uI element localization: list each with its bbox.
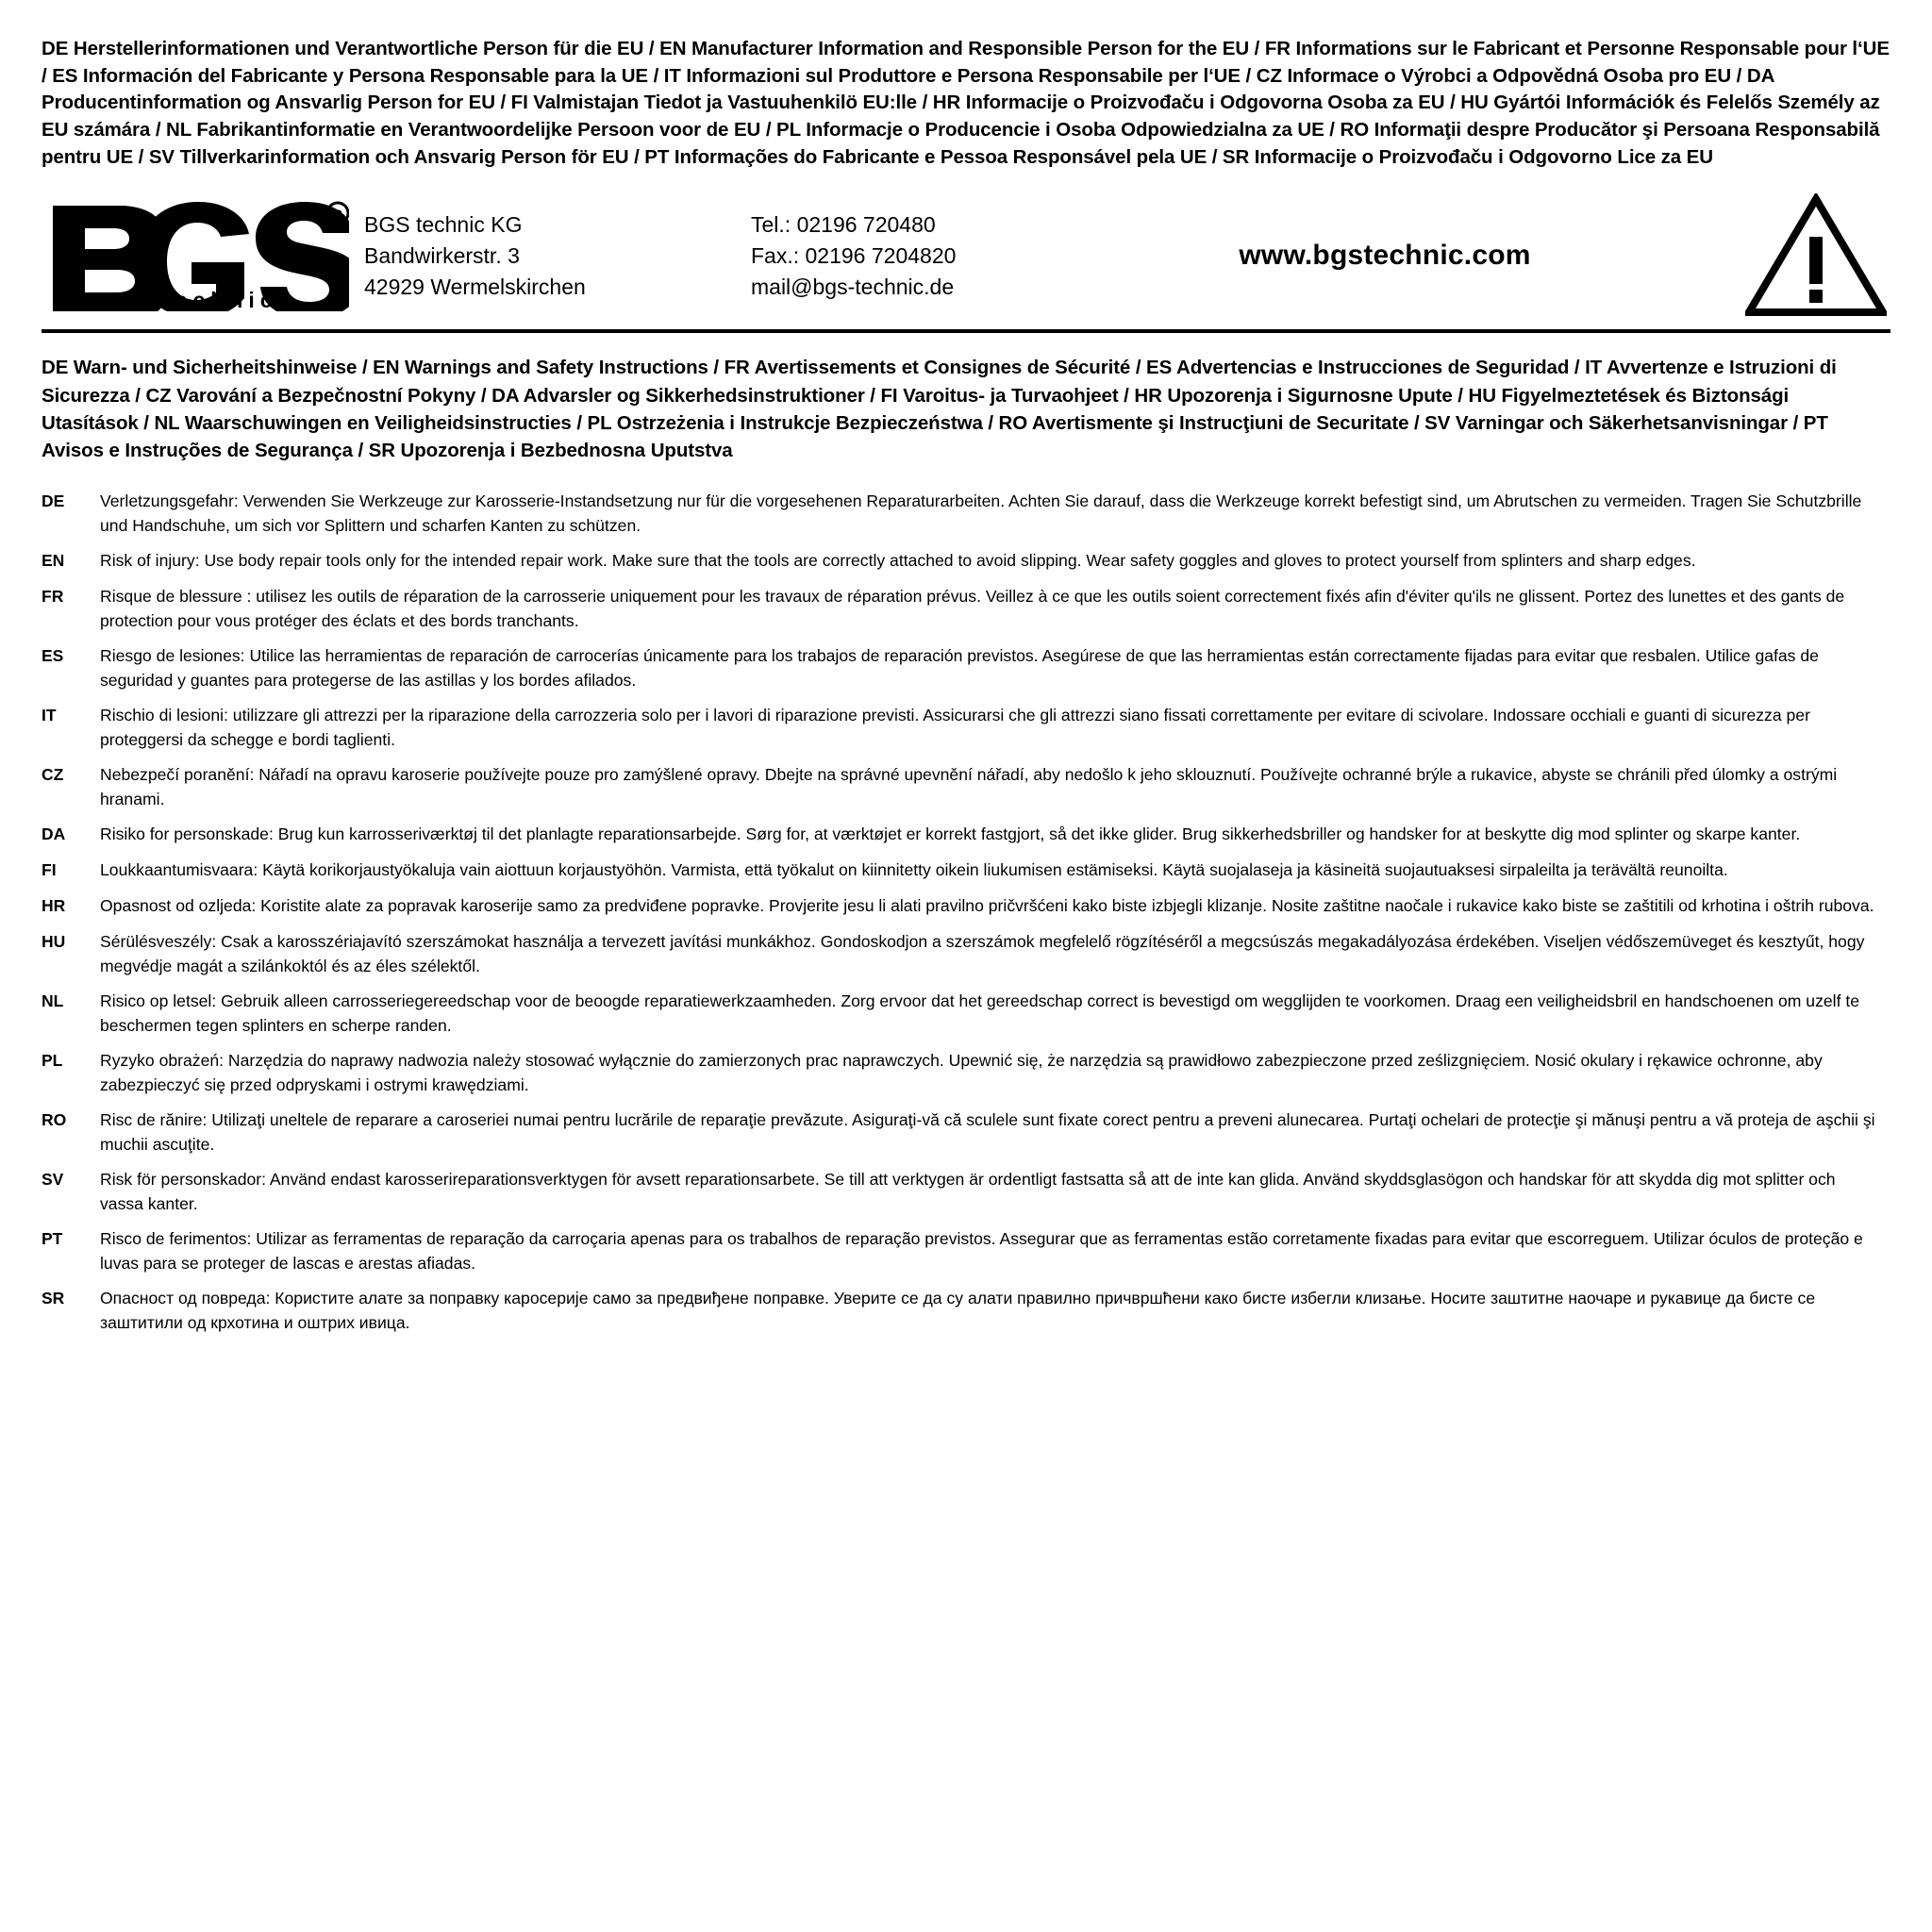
company-street: Bandwirkerstr. 3: [364, 243, 520, 269]
language-code: SV: [42, 1170, 64, 1189]
language-code: DE: [42, 491, 65, 510]
list-item: [42, 548, 1890, 574]
language-text: Riesgo de lesiones: Utilice las herramientas de reparación de carrocerías únicamente para los trabajos de reparación previstos. Asegúrese de que las herramientas están correctamente fijadas para evitar que resbalen. Utilice gafas de seguridad y guantes para protegerse de las astillas y los bordes afilados.: [100, 645, 1819, 690]
svg-text:technic: technic: [162, 288, 278, 312]
language-text: Nebezpečí poranění: Nářadí na opravu karoserie používejte pouze pro zamýšlené opravy. Dbejte na správné upevnění nářadí, aby nedošlo k jeho sklouznutí. Používejte ochranné brýle a rukavice, abyste se chránili před úlomky a ostrými hranami.: [100, 765, 1838, 809]
language-code: CZ: [42, 765, 64, 785]
language-code: PL: [42, 1050, 63, 1070]
language-code: EN: [42, 550, 65, 570]
language-code: RO: [42, 1109, 67, 1129]
list-item: [42, 584, 1890, 633]
list-item: [42, 1286, 1890, 1335]
language-text: Loukkaantumisvaara: Käytä korikorjaustyökaluja vain aiottuun korjaustyöhön. Varmista, että työkalut on kiinnitetty oikein liukumisen estämiseksi. Käytä suojalaseja ja käsineitä suojautuaksesi sirpaleilta ja terävältä reunoilta.: [100, 859, 1728, 879]
language-code: SR: [42, 1289, 65, 1308]
language-text: Risiko for personskade: Brug kun karrosseriværktøj til det planlagte reparationsarbejde. Sørg for, at værktøjet er korrekt fastgjort, så det ikke glider. Brug sikkerhedsbriller og handsker for at beskytte dig mod splinter og skarpe kanter.: [100, 824, 1801, 844]
list-item: [42, 1108, 1890, 1157]
company-contact: [751, 209, 1072, 302]
language-text: Risc de rănire: Utilizaţi uneltele de reparare a caroseriei numai pentru lucrările de reparaţie prevăzute. Asiguraţi-vă că sculele sunt fixate corect pentru a preveni alunecarea. Purtaţi ochelari de protecţie şi mănuşi pentru a vă proteja de aşchii şi muchii ascuţite.: [100, 1109, 1875, 1154]
language-code: FI: [42, 859, 57, 879]
language-code: ES: [42, 645, 64, 665]
language-text: Verletzungsgefahr: Verwenden Sie Werkzeuge zur Karosserie-Instandsetzung nur für die vorgesehenen Reparaturarbeiten. Achten Sie darauf, dass die Werkzeuge korrekt befestigt sind, um Abrutschen zu vermeiden. Tragen Sie Schutzbrille und Handschuhe, um sich vor Splittern und scharfen Kanten zu schützen.: [100, 491, 1862, 535]
list-item: [42, 1048, 1890, 1097]
language-text: Risco de ferimentos: Utilizar as ferramentas de reparação da carroçaria apenas para os trabalhos de reparação previstos. Assegurar que as ferramentas estão corretamente fixadas para evitar que escorreguem. Utilizar óculos de proteção e luvas para se proteger de lascas e arestas afiadas.: [100, 1229, 1863, 1274]
svg-text:R: R: [332, 207, 343, 223]
company-fax: Fax.: 02196 7204820: [751, 243, 957, 269]
company-website: www.bgstechnic.com: [1239, 240, 1531, 272]
company-tel: Tel.: 02196 720480: [751, 212, 936, 238]
company-info-block: [42, 188, 1890, 333]
list-item: [42, 643, 1890, 692]
language-code: IT: [42, 705, 57, 724]
safety-section-heading: DE Warn- und Sicherheitshinweise / EN Warnings and Safety Instructions / FR Avertissements et Consignes de Sécurité / ES Advertencias e Instrucciones de Seguridad / IT Avvertenze e Istruzioni di Sicurezza / CZ Varování a Bezpečnostní Pokyny / DA Advarsler og Sikkerhedsinstruktioner / FI Varoitus- ja Turvaohjeet / HR Upozorenja i Sigurnosne Upute / HU Figyelmeztetések és Biztonsági Utasítások / NL Waarschuwingen en Veiligheidsinstructies / PL Ostrzeżenia i Instrukcje Bezpieczeństwa / RO Avertismente şi Instrucţiuni de Securitate / SV Varningar och Säkerhetsanvisningar / PT Avisos e Instruções de Segurança / SR Upozorenja i Bezbednosna Uputstva: [42, 357, 1837, 461]
language-text: Sérülésveszély: Csak a karosszériajavító szerszámokat használja a tervezett javítási munkákhoz. Gondoskodjon a szerszámok megfelelő rögzítéséről a megcsúszás megakadályozása érdekében. Viseljen védőszemüveget és kesztyűt, hogy megvédje magát a szilánkoktól és az éles szélektől.: [100, 931, 1865, 975]
language-text: Ryzyko obrażeń: Narzędzia do naprawy nadwozia należy stosować wyłącznie do zamierzonych prac naprawczych. Upewnić się, że narzędzia są prawidłowo zabezpieczone przed ześlizgnięciem. Nosić okulary i rękawice ochronne, aby zabezpieczyć się przed odpryskami i ostrymi krawędziami.: [100, 1050, 1823, 1094]
warning-triangle-icon: [1726, 193, 1890, 318]
language-text: Risk för personskador: Använd endast karosserireparationsverktygen för avsett reparationsarbete. Se till att verktygen är ordentligt fastsatta så att de inte kan glida. Använd skyddsglasögon och handskar för att skydda dig mot splitter och vassa kanter.: [100, 1170, 1836, 1214]
language-code: NL: [42, 991, 64, 1010]
list-item: [42, 489, 1890, 538]
list-item: [42, 762, 1890, 811]
language-code: HU: [42, 931, 66, 951]
language-code: FR: [42, 586, 64, 606]
list-item: [42, 822, 1890, 847]
list-item: [42, 1167, 1890, 1216]
list-item: [42, 989, 1890, 1038]
list-item: [42, 1226, 1890, 1275]
language-text: Risk of injury: Use body repair tools only for the intended repair work. Make sure that the tools are correctly attached to avoid slipping. Wear safety goggles and gloves to protect yourself from splinters and sharp edges.: [100, 550, 1696, 570]
list-item: [42, 893, 1890, 919]
bgs-logo: [42, 200, 358, 311]
language-code: HR: [42, 895, 66, 915]
list-item: [42, 703, 1890, 752]
company-email: mail@bgs-technic.de: [751, 274, 955, 299]
instructions-list: [42, 489, 1890, 1335]
list-item: [42, 929, 1890, 978]
language-text: Опасност од повреда: Користите алате за поправку каросерије само за предвиђене поправке. Уверите се да су алати правилно причвршћени како бисте избегли клизање. Носите заштитне наочаре и рукавице да бисте се заштитили од крхотина и оштрих ивица.: [100, 1289, 1816, 1333]
language-text: Opasnost od ozljeda: Koristite alate za popravak karoserije samo za predviđene popravke. Provjerite jesu li alati pravilno pričvršćeni kako biste izbjegli klizanje. Nosite zaštitne naočale i rukavice kako biste se zaštitili od krhotina i oštrih rubova.: [100, 895, 1874, 915]
manufacturer-info-title: DE Herstellerinformationen und Verantwortliche Person für die EU / EN Manufacturer Information and Responsible Person for the EU / FR Informations sur le Fabricant et Personne Responsable pour l‘UE / ES Información del Fabricante y Persona Responsable para la UE / IT Informazioni sul Produttore e Persona Responsabile per l‘UE / CZ Informace o Výrobci a Odpovědná Osoba pro EU / DA Producentinformation og Ansvarlig Person for EU / FI Valmistajan Tiedot ja Vastuuhenkilö EU:lle / HR Informacije o Proizvođaču i Odgovorna Osoba za EU / HU Gyártói Információk és Felelős Személy az EU számára / NL Fabrikantinformatie en Verantwoordelijke Persoon voor de EU / PL Informacje o Producencie i Osoba Odpowiedzialna za UE / RO Informaţii despre Producător şi Persoana Responsabilă pentru UE / SV Tillverkarinformation och Ansvarig Person för EU / PT Informações do Fabricante e Pessoa Responsável pela UE / SR Informacije o Proizvođaču i Odgovorno Lice za EU: [42, 38, 1890, 168]
language-code: DA: [42, 824, 66, 844]
language-text: Rischio di lesioni: utilizzare gli attrezzi per la riparazione della carrozzeria solo per i lavori di riparazione previsti. Assicurarsi che gli attrezzi siano fissati correttamente per evitare di scivolare. Indossare occhiali e guanti di sicurezza per proteggersi da schegge e bordi taglienti.: [100, 705, 1810, 749]
list-item: [42, 858, 1890, 883]
company-address: [358, 209, 751, 302]
language-text: Risico op letsel: Gebruik alleen carrosseriegereedschap voor de beoogde reparatiewerkzaamheden. Zorg ervoor dat het gereedschap correct is bevestigd om wegglijden te voorkomen. Draag een veiligheidsbril en handschoenen om uzelf te beschermen tegen splinters en scherpe randen.: [100, 991, 1860, 1035]
language-text: Risque de blessure : utilisez les outils de réparation de la carrosserie uniquement pour les travaux de réparation prévus. Veillez à ce que les outils soient correctement fixés afin d'éviter qu'ils ne glissent. Portez des lunettes et des gants de protection pour vous protéger des éclats et des bords tranchants.: [100, 586, 1845, 630]
company-name: BGS technic KG: [364, 212, 523, 238]
language-code: PT: [42, 1229, 63, 1249]
company-city: 42929 Wermelskirchen: [364, 274, 586, 299]
